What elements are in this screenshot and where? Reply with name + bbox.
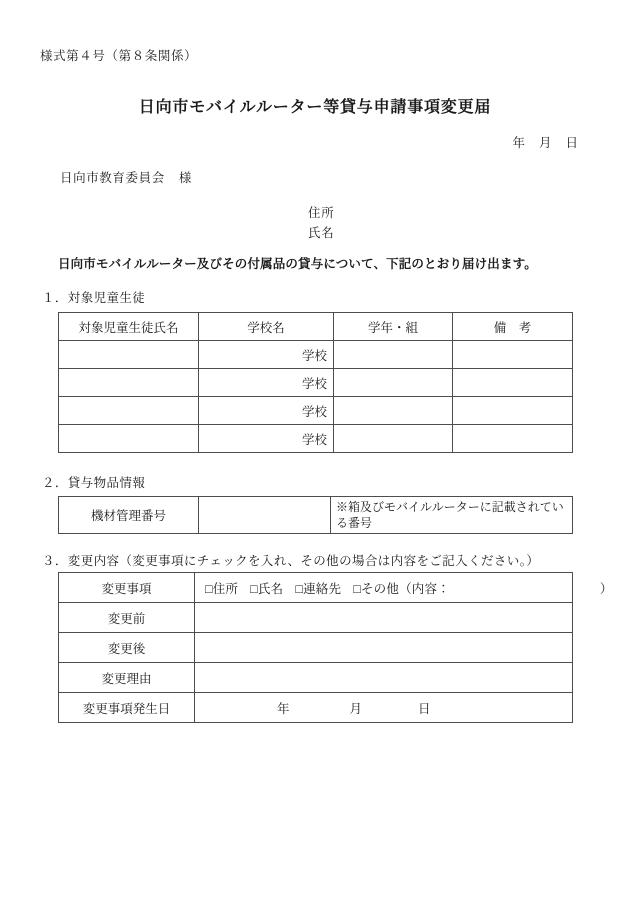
section3-heading: ３．変更内容（変更事項にチェックを入れ、その他の場合は内容をご記入ください。） [42, 554, 540, 568]
table-row [59, 663, 573, 693]
checkbox-box-icon: □ [205, 581, 213, 596]
equipment-number-note: ※箱及びモバイルルーターに記載されている番号 [331, 497, 573, 534]
checkbox-box-icon: □ [250, 581, 258, 596]
row-label-before-change: 変更前 [59, 603, 195, 633]
date-year-label: 年 [512, 136, 525, 150]
row-label-equipment-number: 機材管理番号 [59, 497, 199, 534]
form-number: 様式第４号（第８条関係） [40, 49, 198, 63]
row-label-change-reason: 変更理由 [59, 663, 195, 693]
addressee-name: 日向市教育委員会 [60, 171, 165, 185]
row-label-occurrence-date: 変更事項発生日 [59, 693, 195, 723]
checkbox-other[interactable] [353, 582, 450, 596]
change-item-checkboxes [195, 573, 613, 603]
table-row [59, 603, 573, 633]
checkbox-address-label: 住所 [212, 581, 239, 596]
table-row [59, 497, 573, 534]
table-row [59, 425, 573, 453]
checkbox-box-icon: □ [295, 581, 304, 596]
table-row [59, 633, 573, 663]
col-header-student-name: 対象児童生徒氏名 [59, 313, 199, 341]
addressee [60, 168, 192, 186]
cell-remarks[interactable] [453, 341, 573, 369]
cell-after-change-value[interactable] [195, 633, 573, 663]
students-table [58, 312, 573, 453]
cell-remarks[interactable] [453, 425, 573, 453]
section1-heading: １．対象児童生徒 [42, 291, 146, 305]
cell-student-name[interactable] [59, 397, 199, 425]
cell-school-name[interactable]: 学校 [199, 341, 334, 369]
cell-grade-class[interactable] [334, 397, 453, 425]
checkbox-box-icon: □ [353, 581, 361, 596]
table-row [59, 397, 573, 425]
row-label-change-items: 変更事項 [59, 573, 195, 603]
table-row [59, 693, 573, 723]
checkbox-name-label: 氏名 [257, 581, 284, 596]
cell-grade-class[interactable] [334, 369, 453, 397]
cell-grade-class[interactable] [334, 341, 453, 369]
equipment-table [58, 496, 573, 534]
cell-student-name[interactable] [59, 425, 199, 453]
table-row [59, 341, 573, 369]
checkbox-contact-label: 連絡先 [303, 581, 342, 596]
cell-equipment-number-value[interactable] [199, 497, 331, 534]
occur-month-label: 月 [349, 701, 363, 716]
cell-school-name[interactable]: 学校 [199, 397, 334, 425]
cell-student-name[interactable] [59, 341, 199, 369]
table-header-row [59, 313, 573, 341]
occur-day-label: 日 [418, 701, 431, 716]
cell-before-change-value[interactable] [195, 603, 573, 633]
occur-year-label: 年 [277, 701, 290, 716]
table-row [59, 369, 573, 397]
cell-student-name[interactable] [59, 369, 199, 397]
intro-sentence: 日向市モバイルルーター及びその付属品の貸与について、下記のとおり届け出ます。 [58, 257, 537, 271]
section2-heading: ２．貸与物品情報 [42, 476, 146, 490]
date-day-label: 日 [565, 136, 578, 150]
addressee-honorific: 様 [178, 171, 192, 185]
cell-remarks[interactable] [453, 369, 573, 397]
table-row [59, 573, 573, 603]
col-header-school-name: 学校名 [199, 313, 334, 341]
cell-grade-class[interactable] [334, 425, 453, 453]
checkbox-address[interactable] [205, 582, 238, 596]
col-header-grade-class: 学年・組 [334, 313, 453, 341]
page-title: 日向市モバイルルーター等貸与申請事項変更届 [138, 99, 492, 116]
cell-remarks[interactable] [453, 397, 573, 425]
change-details-table [58, 572, 613, 723]
row-label-after-change: 変更後 [59, 633, 195, 663]
other-close-paren: ） [599, 581, 613, 596]
checkbox-contact[interactable] [295, 582, 341, 596]
checkbox-other-label: その他（内容： [360, 581, 450, 596]
applicant-name-label: 氏名 [308, 226, 335, 240]
applicant-address-label: 住所 [308, 206, 335, 220]
col-header-remarks: 備 考 [453, 313, 573, 341]
date-line [0, 133, 578, 151]
date-month-label: 月 [538, 136, 552, 150]
cell-school-name[interactable]: 学校 [199, 369, 334, 397]
cell-school-name[interactable]: 学校 [199, 425, 334, 453]
cell-change-reason-value[interactable] [195, 663, 573, 693]
applicant-block [308, 203, 335, 243]
checkbox-name[interactable] [250, 582, 283, 596]
cell-occurrence-date[interactable] [195, 693, 573, 723]
